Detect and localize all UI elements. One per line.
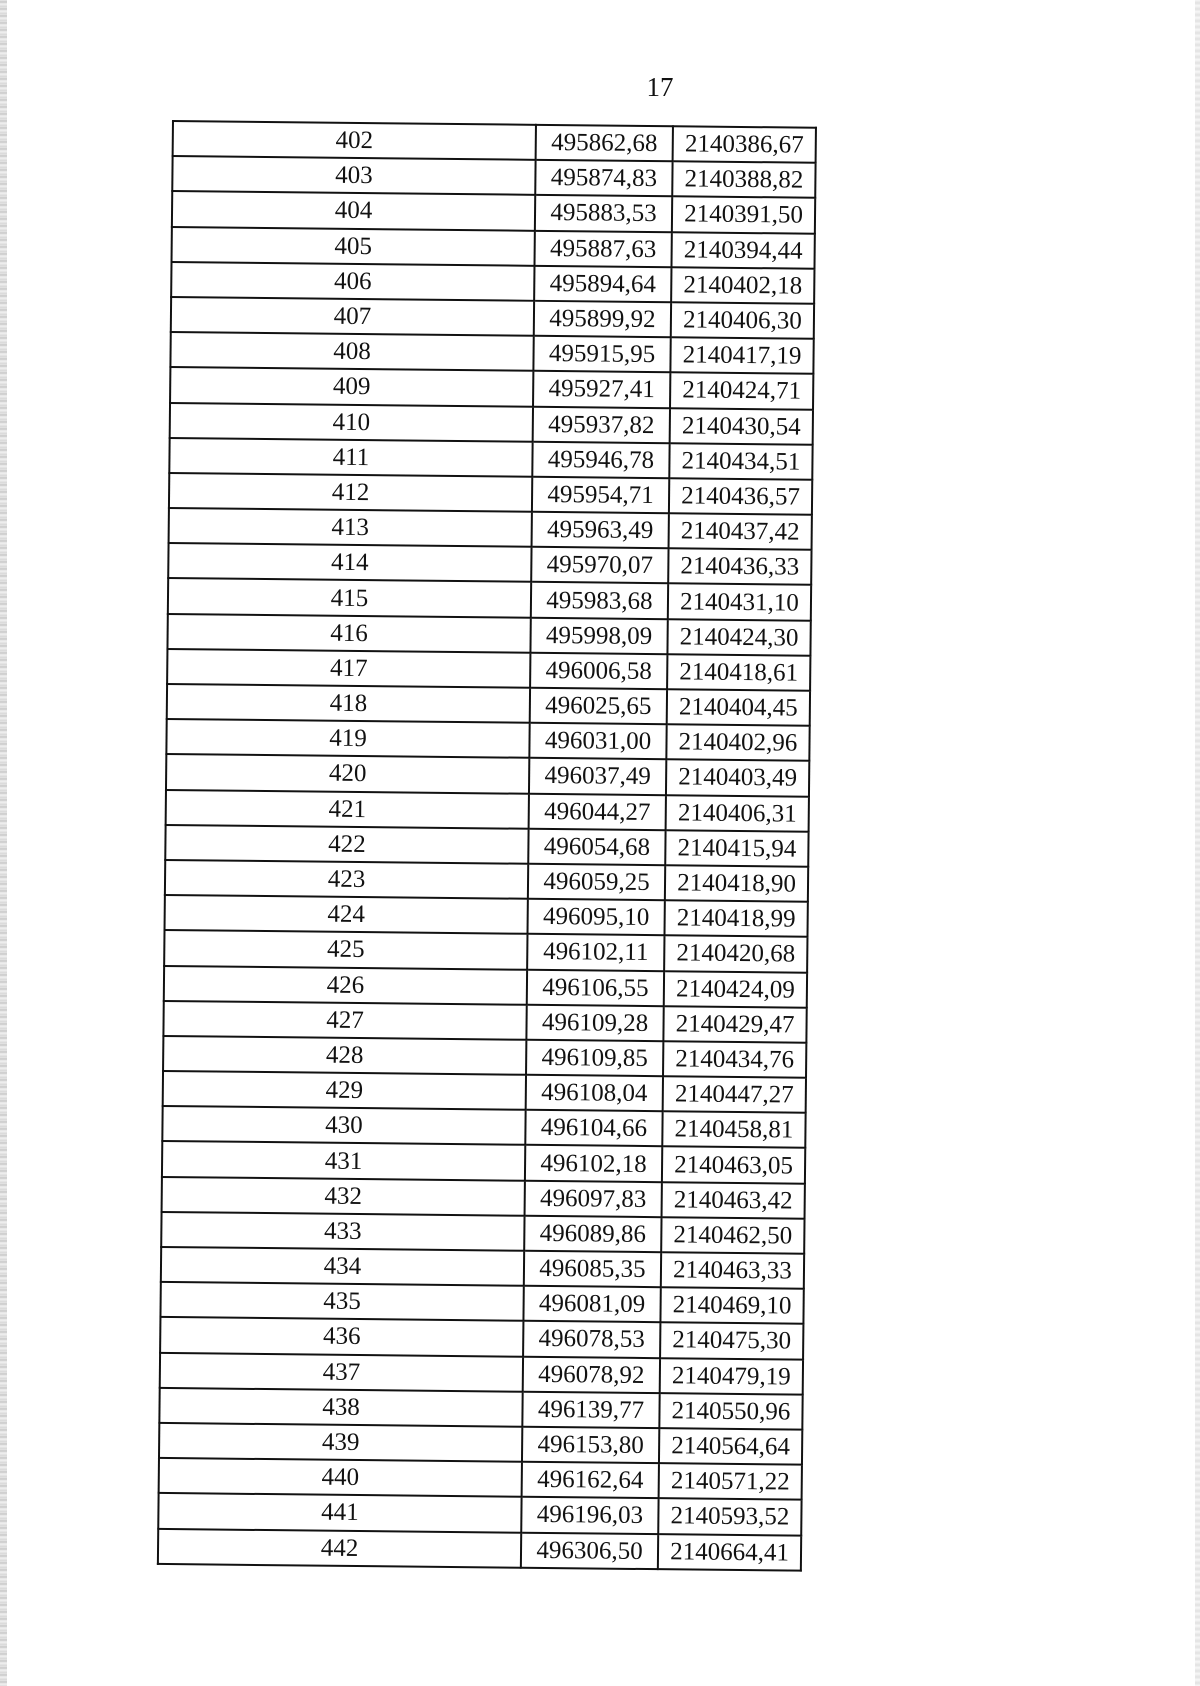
x-coordinate-cell: 496108,04: [526, 1075, 663, 1112]
point-number-cell: 426: [164, 965, 527, 1004]
y-coordinate-cell: 2140564,64: [659, 1428, 802, 1465]
point-number-cell: 414: [168, 543, 531, 582]
x-coordinate-cell: 495927,41: [533, 371, 670, 408]
point-number-cell: 413: [169, 508, 532, 547]
x-coordinate-cell: 496097,83: [525, 1180, 662, 1217]
point-number-cell: 439: [159, 1423, 522, 1462]
y-coordinate-cell: 2140463,42: [662, 1182, 805, 1219]
point-number-cell: 436: [160, 1317, 523, 1356]
point-number-cell: 432: [162, 1177, 525, 1216]
point-number-cell: 427: [163, 1001, 526, 1040]
x-coordinate-cell: 496054,68: [528, 829, 665, 866]
x-coordinate-cell: 495998,09: [530, 617, 667, 654]
x-coordinate-cell: 495899,92: [534, 301, 671, 338]
x-coordinate-cell: 496085,35: [524, 1251, 661, 1288]
point-number-cell: 415: [168, 578, 531, 617]
point-number-cell: 409: [170, 367, 533, 406]
x-coordinate-cell: 496089,86: [524, 1216, 661, 1253]
y-coordinate-cell: 2140475,30: [660, 1323, 803, 1360]
x-coordinate-cell: 496109,28: [526, 1004, 663, 1041]
point-number-cell: 418: [167, 684, 530, 723]
x-coordinate-cell: 496044,27: [529, 793, 666, 830]
x-coordinate-cell: 496196,03: [521, 1497, 658, 1534]
y-coordinate-cell: 2140436,57: [669, 478, 812, 515]
point-number-cell: 438: [159, 1388, 522, 1427]
x-coordinate-cell: 495883,53: [535, 195, 672, 232]
point-number-cell: 428: [163, 1036, 526, 1075]
y-coordinate-cell: 2140404,45: [667, 689, 810, 726]
y-coordinate-cell: 2140434,51: [669, 443, 812, 480]
x-coordinate-cell: 495894,64: [534, 266, 671, 303]
y-coordinate-cell: 2140394,44: [671, 232, 814, 269]
x-coordinate-cell: 496106,55: [527, 969, 664, 1006]
y-coordinate-cell: 2140402,96: [666, 724, 809, 761]
table-row: [158, 1528, 801, 1570]
point-number-cell: 406: [171, 262, 534, 301]
y-coordinate-cell: 2140431,10: [668, 584, 811, 621]
point-number-cell: 403: [172, 156, 535, 195]
x-coordinate-cell: 496139,77: [522, 1391, 659, 1428]
y-coordinate-cell: 2140424,30: [667, 619, 810, 656]
point-number-cell: 437: [160, 1353, 523, 1392]
y-coordinate-cell: 2140447,27: [663, 1076, 806, 1113]
scan-edge-right: [1195, 0, 1200, 1686]
x-coordinate-cell: 495887,63: [534, 230, 671, 267]
y-coordinate-cell: 2140415,94: [665, 830, 808, 867]
point-number-cell: 419: [166, 719, 529, 758]
point-number-cell: 424: [165, 895, 528, 934]
x-coordinate-cell: 496078,53: [523, 1321, 660, 1358]
y-coordinate-cell: 2140550,96: [659, 1393, 802, 1430]
page-number: 17: [646, 72, 674, 102]
x-coordinate-cell: 495915,95: [533, 336, 670, 373]
coordinates-table-body: [158, 121, 816, 1570]
point-number-cell: 423: [165, 860, 528, 899]
point-number-cell: 411: [169, 438, 532, 477]
x-coordinate-cell: 495983,68: [531, 582, 668, 619]
y-coordinate-cell: 2140437,42: [669, 513, 812, 550]
x-coordinate-cell: 495954,71: [532, 477, 669, 514]
point-number-cell: 417: [167, 649, 530, 688]
point-number-cell: 405: [172, 227, 535, 266]
x-coordinate-cell: 495937,82: [533, 406, 670, 443]
x-coordinate-cell: 496102,11: [527, 934, 664, 971]
y-coordinate-cell: 2140406,30: [671, 302, 814, 339]
x-coordinate-cell: 496059,25: [528, 864, 665, 901]
y-coordinate-cell: 2140420,68: [664, 936, 807, 973]
y-coordinate-cell: 2140417,19: [670, 337, 813, 374]
coordinates-table: [157, 120, 817, 1571]
x-coordinate-cell: 496095,10: [527, 899, 664, 936]
y-coordinate-cell: 2140458,81: [662, 1111, 805, 1148]
y-coordinate-cell: 2140391,50: [672, 197, 815, 234]
y-coordinate-cell: 2140463,33: [661, 1252, 804, 1289]
y-coordinate-cell: 2140418,99: [664, 900, 807, 937]
x-coordinate-cell: 496306,50: [521, 1532, 658, 1569]
x-coordinate-cell: 495862,68: [536, 125, 673, 162]
y-coordinate-cell: 2140436,33: [668, 548, 811, 585]
y-coordinate-cell: 2140406,31: [666, 795, 809, 832]
point-number-cell: 404: [172, 191, 535, 230]
y-coordinate-cell: 2140429,47: [663, 1006, 806, 1043]
x-coordinate-cell: 495963,49: [532, 512, 669, 549]
y-coordinate-cell: 2140463,05: [662, 1147, 805, 1184]
y-coordinate-cell: 2140479,19: [660, 1358, 803, 1395]
x-coordinate-cell: 495946,78: [532, 441, 669, 478]
scan-edge-left: [0, 0, 7, 1686]
point-number-cell: 440: [159, 1458, 522, 1497]
x-coordinate-cell: 496078,92: [523, 1356, 660, 1393]
y-coordinate-cell: 2140424,09: [664, 971, 807, 1008]
x-coordinate-cell: 496037,49: [529, 758, 666, 795]
x-coordinate-cell: 496031,00: [529, 723, 666, 760]
y-coordinate-cell: 2140593,52: [658, 1498, 801, 1535]
x-coordinate-cell: 496162,64: [522, 1462, 659, 1499]
y-coordinate-cell: 2140434,76: [663, 1041, 806, 1078]
point-number-cell: 412: [169, 473, 532, 512]
point-number-cell: 431: [162, 1141, 525, 1180]
point-number-cell: 435: [160, 1282, 523, 1321]
point-number-cell: 433: [161, 1212, 524, 1251]
y-coordinate-cell: 2140388,82: [672, 161, 815, 198]
point-number-cell: 441: [158, 1493, 521, 1532]
y-coordinate-cell: 2140418,61: [667, 654, 810, 691]
y-coordinate-cell: 2140424,71: [670, 373, 813, 410]
y-coordinate-cell: 2140403,49: [666, 760, 809, 797]
x-coordinate-cell: 496025,65: [530, 688, 667, 725]
x-coordinate-cell: 496153,80: [522, 1427, 659, 1464]
point-number-cell: 410: [170, 402, 533, 441]
x-coordinate-cell: 496081,09: [523, 1286, 660, 1323]
x-coordinate-cell: 496102,18: [525, 1145, 662, 1182]
point-number-cell: 430: [162, 1106, 525, 1145]
y-coordinate-cell: 2140571,22: [659, 1463, 802, 1500]
point-number-cell: 407: [171, 297, 534, 336]
x-coordinate-cell: 495970,07: [531, 547, 668, 584]
x-coordinate-cell: 496006,58: [530, 653, 667, 690]
y-coordinate-cell: 2140386,67: [673, 126, 816, 163]
point-number-cell: 420: [166, 754, 529, 793]
y-coordinate-cell: 2140418,90: [665, 865, 808, 902]
point-number-cell: 425: [164, 930, 527, 969]
x-coordinate-cell: 495874,83: [535, 160, 672, 197]
point-number-cell: 421: [166, 790, 529, 829]
point-number-cell: 422: [165, 825, 528, 864]
y-coordinate-cell: 2140462,50: [661, 1217, 804, 1254]
x-coordinate-cell: 496104,66: [525, 1110, 662, 1147]
y-coordinate-cell: 2140664,41: [658, 1534, 801, 1571]
point-number-cell: 416: [167, 614, 530, 653]
y-coordinate-cell: 2140430,54: [670, 408, 813, 445]
point-number-cell: 429: [163, 1071, 526, 1110]
point-number-cell: 434: [161, 1247, 524, 1286]
x-coordinate-cell: 496109,85: [526, 1040, 663, 1077]
point-number-cell: 442: [158, 1528, 521, 1567]
point-number-cell: 402: [173, 121, 536, 160]
y-coordinate-cell: 2140402,18: [671, 267, 814, 304]
y-coordinate-cell: 2140469,10: [660, 1287, 803, 1324]
point-number-cell: 408: [170, 332, 533, 371]
